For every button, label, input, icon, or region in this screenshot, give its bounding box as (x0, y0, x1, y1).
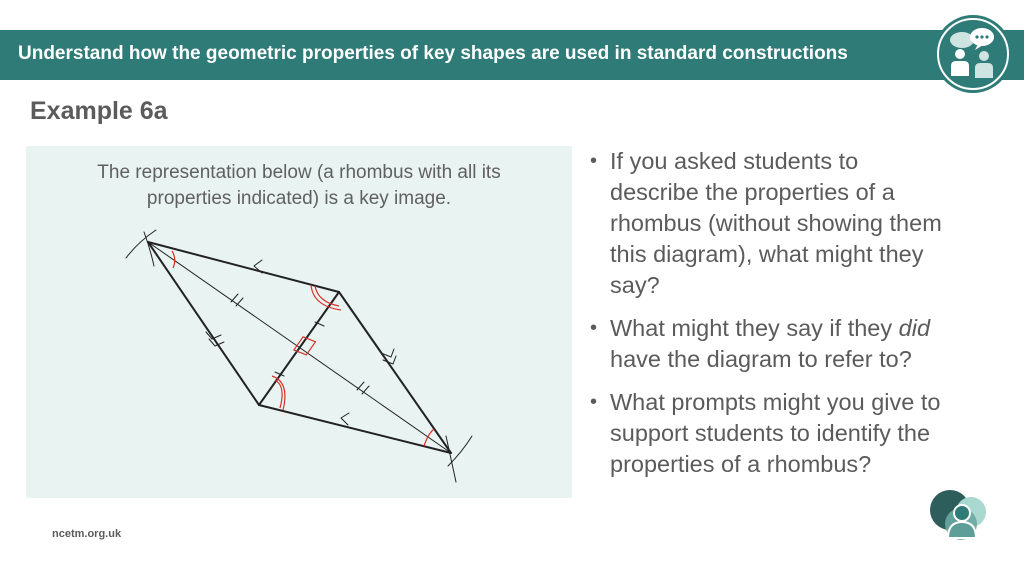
ncetm-corner-logo-icon (926, 486, 992, 544)
bullet-text-line: properties of a rhombus? (610, 451, 872, 477)
bullet-text-line: If you asked students to (610, 148, 859, 174)
header-banner (0, 30, 1024, 80)
ncetm-discussion-logo-icon (934, 12, 1012, 96)
bullet-text-line: support students to identify the (610, 420, 931, 446)
list-item (588, 313, 1008, 375)
bullet-icon: • (590, 317, 598, 339)
bullet-text-line: describe the properties of a (610, 179, 895, 205)
bullet-text-line: this diagram), what might they (610, 241, 924, 267)
bullet-text-line (610, 313, 1008, 344)
bullet-text-emphasis: did (898, 315, 931, 341)
bullet-icon: • (590, 391, 598, 413)
panel-caption-line: The representation below (a rhombus with all its (97, 162, 501, 183)
bullet-text-line: say? (610, 272, 660, 298)
bullet-text-line: have the diagram to refer to? (610, 346, 912, 372)
bullet-text-line: What prompts might you give to (610, 389, 941, 415)
example-heading: Example 6a (30, 97, 168, 125)
footer-url: ncetm.org.uk (52, 528, 122, 540)
page-header-title: Understand how the geometric properties of key shapes are used in standard constructions (18, 43, 848, 64)
question-list (588, 146, 1008, 492)
panel-caption-line: properties indicated) is a key image. (146, 188, 452, 209)
bullet-text-line: rhombus (without showing them (610, 210, 942, 236)
list-item (588, 146, 1008, 301)
list-item (588, 387, 1008, 480)
bullet-text-plain: What might they say if they (610, 315, 899, 341)
rhombus-diagram (26, 146, 572, 498)
bullet-icon: • (590, 150, 598, 172)
diagram-panel (26, 146, 572, 498)
